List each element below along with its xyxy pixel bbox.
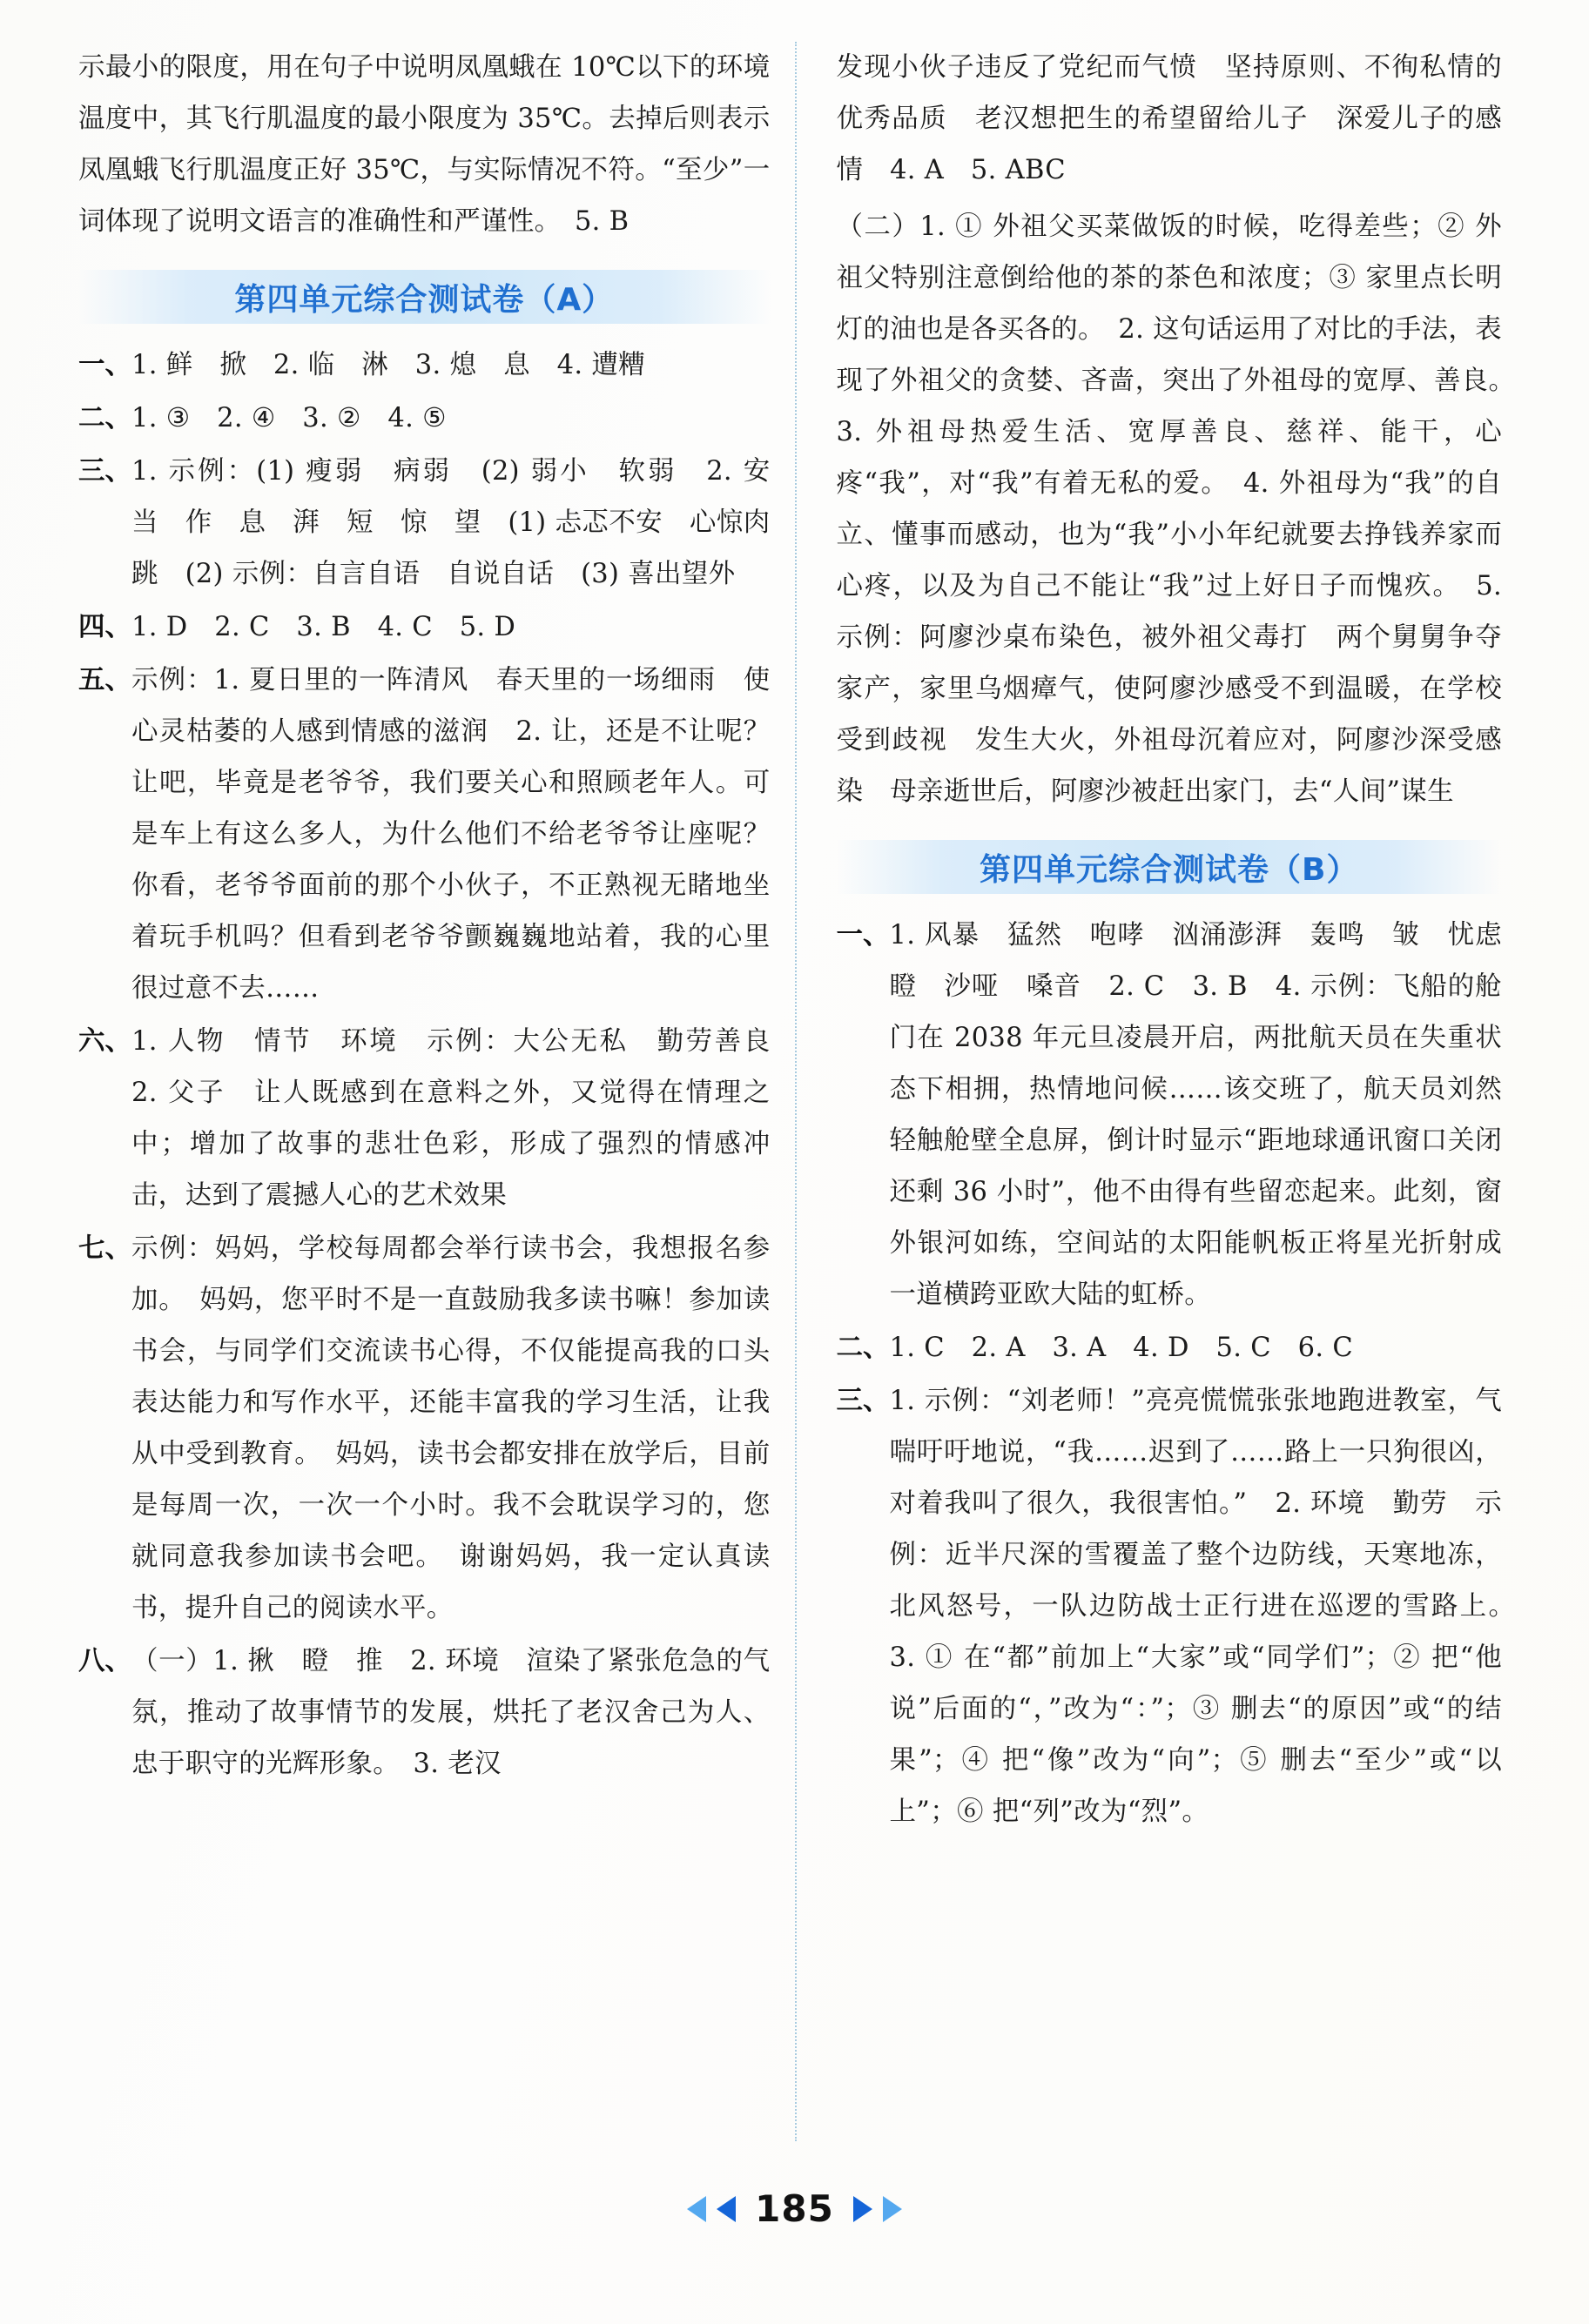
section-label: 二、 [78, 402, 131, 433]
page-footer [0, 2187, 1589, 2230]
section-label: 四、 [78, 611, 131, 642]
triangle-right-icon[interactable] [883, 2196, 902, 2222]
section-body: 1. 人物 情节 环境 示例：大公无私 勤劳善良 2. 父子 让人既感到在意料之外，又觉得在情理之中；增加了故事的悲壮色彩，形成了强烈的情感冲击，达到了震撼人心的艺术效果 [131, 1026, 798, 1211]
answer-section-3-left [78, 446, 798, 600]
section-label: 七、 [78, 1233, 131, 1264]
section-body: （一）1. 揪 瞪 推 2. 环境 渲染了紧张危急的气氛，推动了故事情节的发展，烘托了老汉舍己为人、忠于职守的光辉形象。 3. 老汉 [131, 1646, 771, 1779]
section-label: 三、 [836, 1385, 890, 1416]
section-body: 1. 鲜 掀 2. 临 淋 3. 熄 息 4. 遭糟 [131, 350, 645, 380]
answer-section-8-left [78, 1636, 771, 1790]
answer-section-4-left [78, 601, 771, 653]
section-body: 1. 示例：“刘老师！”亮亮慌慌张张地跑进教室，气喘吁吁地说，“我……迟到了……路上一只狗很凶，对着我叫了很久，我很害怕。” 2. 环境 勤劳 示例：近半尺深的雪覆盖了整个边防线，天寒地冻，北风怒号，一队边防战士正行进在巡逻的雪路上。 3. ① 在“都”前加上“大家”或“同学们”；② 把“他说”后面的“，”改为“：”；③ 删去“的原因”或“的结果”；④ 把“像”改为“向”；⑤ 删去“至少”或“以上”；⑥ 把“列”改为“烈”。 [889, 1386, 1529, 1827]
right-column [795, 42, 1527, 2141]
section-body: 1. ③ 2. ④ 3. ② 4. ⑤ [131, 403, 447, 433]
answer-section-2-right [837, 1322, 1503, 1374]
section-label: 一、 [836, 919, 890, 950]
section-label: 二、 [836, 1332, 890, 1363]
section-label: 八、 [78, 1645, 131, 1676]
section-body: 示例：1. 夏日里的一阵清风 春天里的一场细雨 使心灵枯萎的人感到情感的滋润 2. 让，还是不让呢？让吧，毕竟是老爷爷，我们要关心和照顾老年人。可是车上有这么多人，为什么他们不给老爷爷让座呢？你看，老爷爷面前的那个小伙子，不正熟视无睹地坐着玩手机吗？但看到老爷爷颤巍巍地站着，我的心里很过意不去…… [131, 665, 771, 1004]
left-column [63, 42, 798, 2141]
answer-section-1-right [836, 910, 1529, 1320]
answer-section-2-left [78, 393, 771, 444]
section-body: 1. 示例：(1) 瘦弱 病弱 (2) 弱小 软弱 2. 安 当 作 息 湃 短 惊 望 (1) 忐忑不安 心惊肉跳 (2) 示例：自言自语 自说自话 (3) 喜出望外 [131, 456, 798, 589]
unit-test-title-a: 第四单元综合测试卷（A） [234, 281, 615, 318]
answer-section-7-left [78, 1223, 771, 1634]
triangle-left-icon[interactable] [687, 2196, 706, 2222]
continued-paragraph-right: 发现小伙子违反了党纪而气愤 坚持原则、不徇私情的优秀品质 老汉想把生的希望留给儿子 深爱儿子的感情 4. A 5. ABC [836, 52, 1502, 185]
unit-test-title-b: 第四单元综合测试卷（B） [980, 851, 1359, 888]
answer-section-1-left [78, 339, 771, 391]
continued-paragraph-left: 示最小的限度，用在句子中说明凤凰蛾在 10℃以下的环境温度中，其飞行肌温度的最小限度为 35℃。去掉后则表示凤凰蛾飞行肌温度正好 35℃，与实际情况不符。“至少”一词体现了说明文语言的准确性和严谨性。 5. B [78, 52, 771, 237]
section-body: 示例：妈妈，学校每周都会举行读书会，我想报名参加。 妈妈，您平时不是一直鼓励我多读书嘛！参加读书会，与同学们交流读书心得，不仅能提高我的口头表达能力和写作水平，还能丰富我的学习生活，让我从中受到教育。 妈妈，读书会都安排在放学后，目前是每周一次，一次一个小时。我不会耽误学习的，您就同意我参加读书会吧。 谢谢妈妈，我一定认真读书，提升自己的阅读水平。 [131, 1233, 771, 1623]
section-label: 一、 [78, 349, 131, 380]
section-body: 1. 风暴 猛然 咆哮 汹涌澎湃 轰鸣 皱 忧虑 瞪 沙哑 嗓音 2. C 3. B 4. 示例：飞船的舱门在 2038 年元旦凌晨开启，两批航天员在失重状态下相拥，热情地问候……该交班了，航天员刘然轻触舱壁全息屏，倒计时显示“距地球通讯窗口关闭还剩 36 小时”，他不由得有些留恋起来。此刻，窗外银河如练，空间站的太阳能帆板正将星光折射成一道横跨亚欧大陆的虹桥。 [889, 920, 1529, 1310]
two-column-layout [63, 42, 1529, 2141]
section-label: 三、 [78, 455, 131, 487]
unit-test-banner-b [837, 840, 1503, 894]
answer-section-5-left [78, 655, 771, 1014]
triangle-right-icon[interactable] [853, 2196, 872, 2222]
answer-section-6-left [78, 1016, 798, 1221]
section-label: 五、 [78, 664, 131, 695]
triangle-left-icon[interactable] [717, 2196, 736, 2222]
unit-test-banner-a [78, 270, 771, 324]
reading-part-two: （二）1. ① 外祖父买菜做饭的时候，吃得差些；② 外祖父特别注意倒给他的茶的茶色和浓度；③ 家里点长明灯的油也是各买各的。 2. 这句话运用了对比的手法，表现了外祖父的贪婪、吝啬，突出了外祖母的宽厚、善良。 3. 外祖母热爱生活、宽厚善良、慈祥、能干，心疼“我”，对“我”有着无私的爱。 4. 外祖母为“我”的自立、懂事而感动，也为“我”小小年纪就要去挣钱养家而心疼，以及为自己不能让“我”过上好日子而愧疚。 5. 示例：阿廖沙桌布染色，被外祖父毒打 两个舅舅争夺家产，家里乌烟瘴气，使阿廖沙感受不到温暖，在学校受到歧视 发生大火，外祖母沉着应对，阿廖沙深受感染 母亲逝世后，阿廖沙被赶出家门，去“人间”谋生 [836, 212, 1529, 807]
section-body: 1. C 2. A 3. A 4. D 5. C 6. C [889, 1333, 1353, 1363]
section-label: 六、 [78, 1025, 131, 1057]
page-number: 185 [755, 2187, 834, 2230]
section-body: 1. D 2. C 3. B 4. C 5. D [131, 612, 516, 642]
answer-section-3-right [836, 1375, 1529, 1837]
